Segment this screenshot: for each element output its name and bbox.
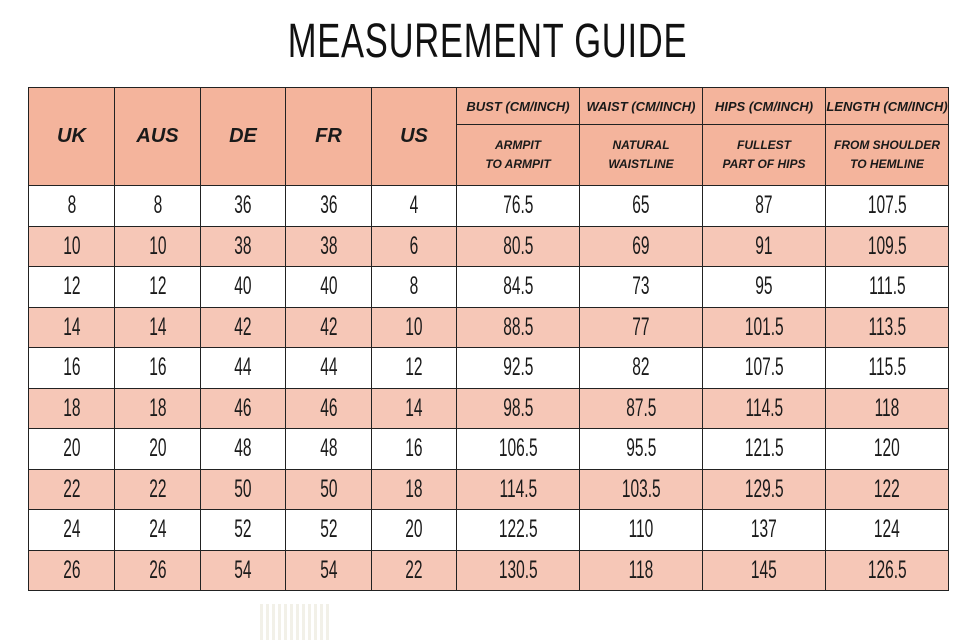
cell-value: 122 — [874, 474, 900, 503]
cell-us — [372, 267, 457, 308]
column-header-de: DE — [201, 88, 286, 186]
cell-de — [201, 186, 286, 227]
cell-aus — [115, 186, 201, 227]
cell-hips — [703, 510, 826, 551]
cell-value: 20 — [62, 434, 81, 463]
cell-value: 121.5 — [744, 434, 784, 463]
cell-fr — [286, 348, 372, 389]
cell-aus — [115, 469, 201, 510]
cell-value: 107.5 — [744, 353, 784, 382]
cell-length — [826, 186, 949, 227]
cell-us — [372, 307, 457, 348]
cell-value: 87.5 — [625, 393, 657, 422]
cell-value: 46 — [319, 393, 338, 422]
column-header-hips: HIPS (CM/INCH) — [703, 88, 826, 125]
cell-length — [826, 267, 949, 308]
cell-hips — [703, 429, 826, 470]
cell-value: 44 — [234, 353, 252, 382]
column-header-aus: AUS — [115, 88, 201, 186]
hips-description-line2: PART OF HIPS — [722, 157, 806, 171]
cell-value: 40 — [234, 272, 252, 301]
cell-value: 24 — [62, 515, 81, 544]
cell-value: 107.5 — [867, 191, 907, 220]
cell-hips — [703, 348, 826, 389]
size-chart-table — [28, 87, 949, 591]
cell-value: 38 — [234, 231, 252, 260]
table-row — [29, 307, 949, 348]
cell-value: 12 — [405, 353, 423, 382]
cell-fr — [286, 267, 372, 308]
length-description-line1: FROM SHOULDER — [834, 138, 940, 152]
page-title: MEASUREMENT GUIDE — [287, 15, 688, 68]
cell-length — [826, 348, 949, 389]
cell-length — [826, 429, 949, 470]
cell-length — [826, 388, 949, 429]
cell-hips — [703, 267, 826, 308]
cell-uk — [29, 267, 115, 308]
cell-value: 92.5 — [502, 353, 534, 382]
cell-bust — [457, 550, 580, 591]
cell-value: 10 — [62, 231, 81, 260]
cell-uk — [29, 469, 115, 510]
cell-value: 22 — [62, 474, 81, 503]
table-header — [29, 88, 949, 186]
cell-value: 42 — [234, 312, 252, 341]
cell-waist — [580, 388, 703, 429]
cell-de — [201, 550, 286, 591]
hips-description-line1: FULLEST — [737, 138, 791, 152]
cell-value: 101.5 — [744, 312, 784, 341]
cell-value: 80.5 — [502, 231, 534, 260]
cell-value: 40 — [319, 272, 338, 301]
cell-value: 38 — [319, 231, 338, 260]
table-row — [29, 469, 949, 510]
cell-uk — [29, 550, 115, 591]
cell-value: 110 — [628, 515, 654, 544]
cell-value: 130.5 — [498, 555, 538, 584]
column-header-uk: UK — [29, 88, 115, 186]
cell-value: 77 — [632, 312, 650, 341]
cell-value: 10 — [148, 231, 167, 260]
cell-us — [372, 348, 457, 389]
cell-value: 118 — [874, 393, 900, 422]
cell-fr — [286, 307, 372, 348]
cell-value: 36 — [234, 191, 252, 220]
cell-value: 95.5 — [625, 434, 657, 463]
cell-value: 18 — [405, 474, 423, 503]
cell-length — [826, 510, 949, 551]
cell-bust — [457, 348, 580, 389]
cell-value: 120 — [874, 434, 900, 463]
cell-aus — [115, 267, 201, 308]
cell-bust — [457, 469, 580, 510]
cell-de — [201, 388, 286, 429]
column-header-waist: WAIST (CM/INCH) — [580, 88, 703, 125]
column-header-length: LENGTH (CM/INCH) — [826, 88, 949, 125]
cell-value: 48 — [319, 434, 338, 463]
cell-waist — [580, 550, 703, 591]
cell-value: 118 — [628, 555, 654, 584]
cell-hips — [703, 469, 826, 510]
table-row — [29, 429, 949, 470]
cell-waist — [580, 469, 703, 510]
table-row — [29, 510, 949, 551]
table-row — [29, 348, 949, 389]
cell-value: 98.5 — [502, 393, 534, 422]
cell-value: 48 — [234, 434, 252, 463]
cell-uk — [29, 307, 115, 348]
cell-value: 52 — [319, 515, 338, 544]
cell-value: 8 — [409, 272, 419, 301]
header-row-top — [29, 88, 949, 125]
cell-fr — [286, 388, 372, 429]
cell-value: 88.5 — [502, 312, 534, 341]
cell-value: 103.5 — [621, 474, 661, 503]
cell-value: 137 — [751, 515, 777, 544]
cell-aus — [115, 550, 201, 591]
cell-value: 16 — [148, 353, 167, 382]
cell-value: 6 — [409, 231, 419, 260]
cell-us — [372, 550, 457, 591]
cell-value: 20 — [148, 434, 167, 463]
cell-value: 106.5 — [498, 434, 538, 463]
waist-description-line2: WAISTLINE — [608, 157, 674, 171]
cell-uk — [29, 510, 115, 551]
bust-description-line1: ARMPIT — [495, 138, 541, 152]
cell-waist — [580, 307, 703, 348]
cell-length — [826, 469, 949, 510]
cell-uk — [29, 186, 115, 227]
table-row — [29, 550, 949, 591]
cell-bust — [457, 226, 580, 267]
cell-bust — [457, 510, 580, 551]
cell-value: 109.5 — [867, 231, 907, 260]
cell-length — [826, 307, 949, 348]
cell-value: 8 — [67, 191, 76, 220]
column-header-fr: FR — [286, 88, 372, 186]
hips-description — [703, 125, 826, 186]
cell-de — [201, 307, 286, 348]
cell-value: 16 — [62, 353, 81, 382]
cell-value: 87 — [755, 191, 773, 220]
table-row — [29, 226, 949, 267]
cell-hips — [703, 388, 826, 429]
cell-fr — [286, 226, 372, 267]
cell-value: 44 — [319, 353, 338, 382]
cell-us — [372, 469, 457, 510]
table-body — [29, 186, 949, 591]
cell-fr — [286, 469, 372, 510]
cell-aus — [115, 429, 201, 470]
cell-value: 14 — [405, 393, 423, 422]
cell-aus — [115, 307, 201, 348]
cell-value: 126.5 — [867, 555, 907, 584]
cell-value: 4 — [409, 191, 419, 220]
cell-value: 8 — [153, 191, 162, 220]
cell-value: 50 — [319, 474, 338, 503]
cell-value: 18 — [148, 393, 167, 422]
cell-de — [201, 226, 286, 267]
table-row — [29, 267, 949, 308]
column-header-bust: BUST (CM/INCH) — [457, 88, 580, 125]
cell-value: 91 — [755, 231, 773, 260]
cell-value: 46 — [234, 393, 252, 422]
cell-uk — [29, 348, 115, 389]
cell-hips — [703, 226, 826, 267]
cell-hips — [703, 307, 826, 348]
cell-aus — [115, 226, 201, 267]
cell-value: 73 — [632, 272, 650, 301]
cell-waist — [580, 510, 703, 551]
cell-value: 20 — [405, 515, 423, 544]
bust-description-line2: TO ARMPIT — [485, 157, 551, 171]
cell-value: 54 — [319, 555, 338, 584]
cell-value: 50 — [234, 474, 252, 503]
cell-value: 82 — [632, 353, 650, 382]
cell-value: 12 — [148, 272, 167, 301]
cell-uk — [29, 429, 115, 470]
cell-us — [372, 186, 457, 227]
cell-value: 36 — [319, 191, 338, 220]
cell-value: 114.5 — [745, 393, 783, 422]
cell-value: 24 — [148, 515, 167, 544]
cell-value: 124 — [874, 515, 900, 544]
cell-waist — [580, 267, 703, 308]
cell-de — [201, 469, 286, 510]
cell-fr — [286, 186, 372, 227]
table-row — [29, 186, 949, 227]
cell-hips — [703, 186, 826, 227]
decorative-texture — [260, 604, 330, 640]
cell-value: 42 — [319, 312, 338, 341]
cell-value: 65 — [632, 191, 650, 220]
cell-us — [372, 429, 457, 470]
cell-de — [201, 510, 286, 551]
cell-bust — [457, 186, 580, 227]
cell-value: 14 — [148, 312, 167, 341]
cell-de — [201, 348, 286, 389]
cell-value: 69 — [632, 231, 650, 260]
cell-waist — [580, 186, 703, 227]
cell-aus — [115, 388, 201, 429]
cell-fr — [286, 429, 372, 470]
table-row — [29, 388, 949, 429]
cell-value: 16 — [405, 434, 423, 463]
cell-value: 145 — [751, 555, 777, 584]
cell-fr — [286, 510, 372, 551]
cell-value: 84.5 — [502, 272, 534, 301]
cell-value: 18 — [62, 393, 81, 422]
cell-length — [826, 550, 949, 591]
cell-bust — [457, 307, 580, 348]
cell-bust — [457, 267, 580, 308]
cell-value: 122.5 — [498, 515, 538, 544]
cell-de — [201, 267, 286, 308]
cell-value: 26 — [148, 555, 167, 584]
cell-value: 54 — [234, 555, 252, 584]
cell-value: 111.5 — [868, 272, 906, 301]
cell-fr — [286, 550, 372, 591]
cell-aus — [115, 348, 201, 389]
cell-value: 129.5 — [744, 474, 784, 503]
bust-description — [457, 125, 580, 186]
cell-waist — [580, 226, 703, 267]
cell-value: 95 — [755, 272, 773, 301]
cell-value: 76.5 — [502, 191, 534, 220]
cell-us — [372, 226, 457, 267]
cell-value: 12 — [62, 272, 81, 301]
cell-value: 22 — [148, 474, 167, 503]
cell-value: 26 — [62, 555, 81, 584]
waist-description-line1: NATURAL — [612, 138, 670, 152]
cell-bust — [457, 429, 580, 470]
length-description-line2: TO HEMLINE — [850, 157, 924, 171]
cell-de — [201, 429, 286, 470]
length-description — [826, 125, 949, 186]
cell-value: 115.5 — [868, 353, 906, 382]
cell-bust — [457, 388, 580, 429]
waist-description — [580, 125, 703, 186]
cell-uk — [29, 388, 115, 429]
cell-value: 22 — [405, 555, 423, 584]
cell-value: 113.5 — [868, 312, 906, 341]
cell-hips — [703, 550, 826, 591]
cell-aus — [115, 510, 201, 551]
cell-value: 10 — [405, 312, 423, 341]
cell-us — [372, 388, 457, 429]
cell-value: 52 — [234, 515, 252, 544]
cell-waist — [580, 429, 703, 470]
cell-value: 114.5 — [499, 474, 537, 503]
column-header-us: US — [372, 88, 457, 186]
cell-value: 14 — [62, 312, 81, 341]
cell-uk — [29, 226, 115, 267]
cell-length — [826, 226, 949, 267]
cell-us — [372, 510, 457, 551]
cell-waist — [580, 348, 703, 389]
